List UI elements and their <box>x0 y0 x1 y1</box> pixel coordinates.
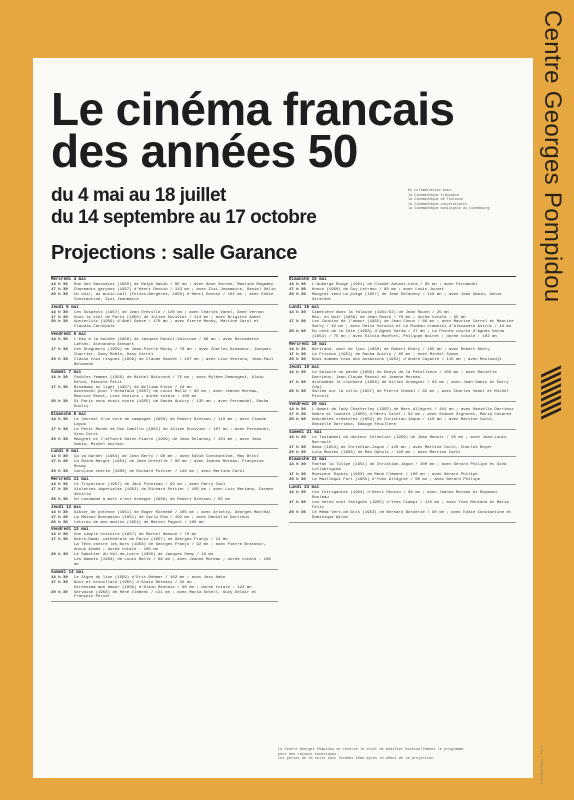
schedule-day <box>51 277 278 305</box>
day-heading: Jeudi 19 mai <box>289 365 320 370</box>
screening-time: 17 h 30 <box>289 445 306 450</box>
dates-line-1: du 4 mai au 18 juillet <box>51 185 226 206</box>
screening-film: Lola Montès (1955) de Max Ophuls / 140 mn ; avec Martine Carol <box>312 450 461 455</box>
screening-film: Du côté de la Côte (1958) d'Agnès Varda / 27 mn ; La Pointe courte d'Agnès Varda (1954) / 75 mn ; avec Silvia Monfort, Philippe Noiret ; durée totale : 102 mn <box>312 330 505 340</box>
screening-film: Les Intrigantes (1954) d'Henri Decoin / 96 mn ; avec Jeanne Moreau et Raymond Rouleau <box>312 491 497 500</box>
collab-line: la Cinémathèque universitaire <box>408 202 468 207</box>
screening-row <box>51 418 278 428</box>
screening-time: 20 h 30 <box>289 510 306 515</box>
screening-row <box>51 488 278 498</box>
screening-time: 20 h 30 <box>51 320 68 325</box>
screening-film: Les Dragueurs (1959) de Jean-Pierre Mocky / 78 mn ; avec Charles Aznavour, Jacques Charrier, Dany Robin, Dany Carrel <box>74 348 271 357</box>
screening-row <box>289 491 516 501</box>
side-brand <box>540 10 566 340</box>
screening-film: Le Sabotier du Val-de-Loire (1955) de Jacques Demy / 18 mn <box>74 553 214 558</box>
projections-heading: Projections : salle Garance <box>51 242 297 264</box>
screening-time: 20 h 30 <box>289 478 306 483</box>
day-heading: Mercredi 18 mai <box>289 343 327 348</box>
screening-time: 20 h 30 <box>51 400 68 405</box>
schedule-day <box>51 412 278 449</box>
screening-film: Le Maillequi Fort (1955) d'Yves Allégret / 90 mn ; avec Gérard Philipe <box>312 478 481 483</box>
day-heading: Lundi 23 mai <box>289 486 320 491</box>
screening-row <box>51 348 278 358</box>
schedule-day <box>289 305 516 342</box>
screening-film: Le Même Vert-de-Gris (1953) de Bernard Borderie / 90 mn ; avec Eddie Constantine et Dominique Wilms <box>312 510 512 520</box>
print-credit: © Cinémathèque · Paris <box>540 744 544 785</box>
pompidou-logo-icon <box>541 370 561 430</box>
screening-row <box>51 498 278 503</box>
screening-film: Monsieur Ripois (1953) de René Clément / 100 mn ; avec Gérard Philipe <box>312 473 478 478</box>
brand-name: Centre Georges Pompidou <box>539 10 566 303</box>
screening-film: Les Amants (1958) de Louis Malle / 88 mn ; avec Jeanne Moreau ; durée totale : 106 mn <box>74 557 271 567</box>
screening-row <box>289 451 516 456</box>
screening-time: 14 h 30 <box>51 455 68 460</box>
screening-time: 14 h 30 <box>289 408 306 413</box>
screening-time: 17 h 30 <box>289 320 306 325</box>
screening-film: Les héros sont fatigués (1955) d'Yves Ciampi / 115 mn ; avec Yves Montand et Maria Felix <box>312 500 509 510</box>
screening-film: Ascenseur pour l'échafaud (1957) de Louis Malle / 90 mn ; avec Jeanne Moreau, Maurice Ronet, Lino Ventura ; durée totale : 100 mn <box>74 390 259 400</box>
screening-time: 17 h 30 <box>289 380 306 385</box>
screening-row <box>289 418 516 428</box>
poster-title <box>51 83 455 177</box>
screening-time: 14 h 30 <box>289 491 306 496</box>
screening-film: Ça va barder (1954) de John Berry / 90 mn ; avec Eddie Constantine, May Britt <box>74 455 259 460</box>
screening-time: 17 h 30 <box>289 413 306 418</box>
schedule-day <box>289 277 516 305</box>
screening-row <box>289 330 516 340</box>
day-heading: Dimanche 22 mai <box>289 458 327 463</box>
schedule-day <box>289 342 516 365</box>
screening-row <box>51 293 278 303</box>
screening-film: Les Suspects (1957) de Jean Dréville / 120 mn ; avec Charles Vanel, Anne Vernon <box>74 310 264 315</box>
screening-time: 20 h 30 <box>289 450 306 455</box>
schedule-day <box>289 402 516 430</box>
schedule-column-right <box>289 276 516 523</box>
schedule-day <box>51 505 278 528</box>
screening-time: 14 h 30 <box>51 418 68 423</box>
schedule-day <box>51 477 278 505</box>
screening-row <box>289 381 516 391</box>
screening-time <box>51 543 74 553</box>
screening-film: Classe tous risques (1959) de Claude Sautet / 107 mn ; avec Lino Ventura, Jean-Paul Belmondo <box>74 357 274 367</box>
screening-time: 20 h 30 <box>51 357 68 362</box>
screening-row <box>289 463 516 473</box>
footer-note <box>278 748 508 762</box>
screening-time: 17 h 30 <box>51 515 68 520</box>
dates-block <box>51 185 316 229</box>
screening-time: 20 h 30 <box>289 330 306 335</box>
screening-time <box>51 558 74 568</box>
screening-time: 14 h 30 <box>51 510 68 515</box>
screening-time: 17 h 30 <box>51 385 68 390</box>
screening-film: Violettes impériales (1952) de Richard Pottier / 105 mn ; avec Luis Mariano, Carmen Sevilla <box>74 488 274 497</box>
screening-film: Les Cousins de l'amour (1955) de Jean Choux / 86 mn ; avec Maurice Carrel et Maurice Sarry / 42 mn ; avec Odile Versois et Le Rideau cramoisi d'Alexandre Astruc / 44 mn <box>312 320 514 330</box>
screening-film: L'Eau à la bouche (1959) de Jacques Doniol-Valcroze / 88 mn ; avec Bernadette Lafont, Alexandra Stewart <box>74 338 259 348</box>
screening-film: Hiroshima mon amour (1959) d'Alain Resnais / 90 mn ; durée totale : 122 mn <box>74 585 252 590</box>
screening-film: Le Signe du lion (1959) d'Eric Rohmer / 102 mn ; avec Jess Hahn <box>74 575 226 580</box>
screening-film: Le Journal d'un curé de campagne (1950) de Robert Bresson / 110 mn ; avec Claude Laydu <box>74 418 267 427</box>
screening-time: 17 h 30 <box>289 500 306 505</box>
screening-time: 14 h 30 <box>289 310 306 315</box>
screening-time: 14 h 30 <box>51 310 68 315</box>
screening-film: La Reine Margot (1954) de Jean Dréville / 90 mn ; avec Jeanne Moreau, Françoise Rosay <box>74 460 264 470</box>
collab-line: la Cinémathèque de Toulouse <box>408 198 463 203</box>
screening-film: Un soir, au music-hall (Folies-Bergères, 1956) d'Henri Decoin / 102 mn ; avec Eddie Constantine, Zizi Jeanmaire <box>74 292 274 302</box>
screening-row <box>289 293 516 303</box>
screening-film: Gervaise (1956) de René Clément / 111 mn ; avec Maria Schell, Suzy Delair et François Périer <box>74 590 257 600</box>
screening-film: Le Salaire du péché (1956) de Denys de la Patellière / 105 mn ; avec Danielle Darrieux, Jean-Claude Pascal et Jeanne Moreau <box>312 370 497 380</box>
footer-line: Les portes de la salle sont fermées 10mn après le début de la projection. <box>278 757 436 762</box>
screening-row <box>51 376 278 386</box>
screening-time: 20 h 30 <box>289 418 306 423</box>
screening-film: Sous le ciel de Paris (1950) de Julien Duvivier / 114 mn ; avec Brigitte Auber <box>74 315 262 320</box>
dates-line-2: du 14 septembre au 17 octobre <box>51 207 317 228</box>
screening-time: 20 h 30 <box>51 553 68 558</box>
screening-film: Lettres de mon moulin (1954) de Marcel Pagnol / 160 mn <box>74 520 204 525</box>
screening-time: 17 h 30 <box>51 287 68 292</box>
screening-row <box>289 501 516 511</box>
screening-row <box>51 320 278 330</box>
schedule-day <box>51 305 278 333</box>
screening-film: Nuit et brouillard (1955) d'Alain Resnais / 32 mn <box>74 580 192 585</box>
schedule-day <box>289 365 516 402</box>
screening-time: 17 h 30 <box>289 473 306 478</box>
screening-time: 20 h 30 <box>51 292 68 297</box>
collaboration-note <box>408 189 489 212</box>
day-heading: Samedi 14 mai <box>51 570 84 575</box>
title-line-2: des années 50 <box>51 125 358 177</box>
screening-time: 17 h 30 <box>289 287 306 292</box>
screening-film: Nous sommes tous des assassins (1952) d'André Cayatte / 115 mn ; avec Mouloudji <box>312 357 502 362</box>
screening-film: Sallée sur la ville (1957) de Pierre Chenal / 82 mn ; avec Charles Vanel et Michel Piccoli <box>312 390 509 400</box>
screening-film: Gibier de potence (1951) de Roger Richebé / 105 mn ; avec Arletty, Georges Marchal <box>74 510 271 515</box>
screening-film: La Maison Bonnadieu (1951) de Carlo Rim / 102 mn ; avec Danielle Darrieux <box>74 515 250 520</box>
title-line-1: Le cinéma francais <box>51 83 455 135</box>
footer-line: pour des raisons techniques. <box>278 752 339 757</box>
screening-time: 14 h 30 <box>289 283 306 287</box>
screening-film: Moi, un Noir (1958) de Jean Rouch / 70 mn ; durée totale : 95 mn <box>312 315 466 320</box>
screening-film: Maigret tend un piège (1957) de Jean Delannoy / 116 mn ; avec Jean Gabin, Annie Girardot <box>312 292 502 302</box>
screening-row <box>51 470 278 475</box>
screening-time: 20 h 30 <box>51 437 68 442</box>
screening-film: Broadway by light (1957) de William Klein / 10 mn <box>74 385 192 390</box>
screening-film: Nana (1954) de Christian-Jaque / 120 mn ; avec Martine Carol, Charles Boyer <box>312 445 493 450</box>
screening-time: 17 h 30 <box>289 352 306 357</box>
screening-time: 17 h 30 <box>51 315 68 320</box>
screening-film: Un condamné à mort s'est échappé (1956) de Robert Bresson / 95 mn <box>74 497 231 502</box>
screening-film: Austerlitz (1959) d'Abel Gance / 170 mn ; avec Pierre Mondy, Martine Carol et Claudia Cardinale <box>74 320 259 330</box>
screening-film: Faibles femmes (1959) de Michel Boisrond / 75 mn ; avec Mylène Demongeot, Alain Delon, Pascale Petit <box>74 375 264 385</box>
day-heading: Lundi 16 mai <box>289 305 320 310</box>
screening-row <box>289 436 516 446</box>
day-heading: Vendredi 6 mai <box>51 333 87 338</box>
screening-film: Caroline chérie (1950) de Richard Pottier / 140 mn ; avec Martine Carol <box>74 470 245 475</box>
screening-time: 17 h 30 <box>51 488 68 492</box>
screening-time: 14 h 30 <box>51 483 68 488</box>
screening-film: Charmants garçons (1957) d'Henri Decoin / 113 mn ; avec Zizi Jeanmaire, Daniel Gélin <box>74 287 276 292</box>
screening-film: Knock (1950) de Guy Lefranc / 85 mn ; avec Louis Jouvet <box>312 287 445 292</box>
screening-row <box>51 428 278 438</box>
screening-time: 20 h 30 <box>51 497 68 502</box>
collab-line: En collaboration avec: <box>408 189 453 193</box>
screening-row <box>289 478 516 483</box>
screening-row <box>51 460 278 470</box>
screening-film: Bertrand, cœur de lion (1950) de Robert Dhéry / 105 mn ; avec Robert Dhéry <box>312 348 490 353</box>
day-heading: Samedi 21 mai <box>289 430 322 435</box>
screening-film: La Tête contre les murs (1958) de Georges Franju / 92 mn ; avec Pierre Brasseur, Anouk Aimée ; durée totale : 105 mn <box>74 543 267 553</box>
day-heading: Mercredi 11 mai <box>51 478 89 483</box>
screening-time: 14 h 30 <box>289 463 306 468</box>
screening-film: L'Amant de lady Chatterley (1955) de Marc Allégret / 101 mn ; avec Danielle Darrieux <box>312 408 514 413</box>
screening-row <box>51 521 278 526</box>
screening-time: 14 h 30 <box>51 575 68 580</box>
screening-row <box>51 338 278 348</box>
screening-film: Le Triporteur (1957) de Jack Pinoteau / 92 mn ; avec Darry Cowl <box>74 483 226 488</box>
screening-time: 17 h 30 <box>51 348 68 353</box>
screening-row <box>51 543 278 553</box>
screening-time: 14 h 30 <box>51 283 68 287</box>
screening-time: 20 h 30 <box>289 390 306 395</box>
screening-film: Le Petit Monde de Don Camillo (1951) de Julien Duvivier / 107 mn ; avec Fernandel, Gino Cervi <box>74 427 271 437</box>
screening-row <box>289 390 516 400</box>
poster-sheet <box>33 58 544 785</box>
screening-row <box>289 511 516 521</box>
schedule-day <box>51 527 278 569</box>
screening-time: 20 h 30 <box>51 520 68 525</box>
screening-row <box>51 558 278 568</box>
schedule-day <box>51 332 278 369</box>
screening-film: L'Auberge Rouge (1951) de Claude Autant-Lara / 95 mn ; avec Fernandel <box>312 283 478 287</box>
schedule-day <box>289 485 516 522</box>
screening-film: Ombre et lumière (1950) d'Henri Calef / 92 mn ; avec Simone Signoret, Maria Casarès <box>312 413 512 418</box>
schedule-column-left <box>51 276 278 602</box>
footer-line: Le Centre Georges Pompidou se réserve le droit de modifier éventuellement le programme <box>278 748 464 752</box>
screening-time: 20 h 30 <box>51 590 68 595</box>
day-heading: Jeudi 12 mai <box>51 505 82 510</box>
schedule-day <box>289 430 516 458</box>
screening-time: 20 h 30 <box>289 357 306 362</box>
screening-film: Archimède le clochard (1958) de Gilles Grangier / 83 mn ; avec Jean Gabin et Darry Cowl <box>312 380 509 390</box>
day-heading: Dimanche 15 mai <box>289 278 327 282</box>
screening-time <box>51 390 74 400</box>
screening-row <box>51 438 278 448</box>
schedule-day <box>51 370 278 412</box>
screening-film: Cimetière dans la falaise (1951/52) de Jean Rouch / 25 mn <box>312 310 449 315</box>
screening-time: 14 h 30 <box>51 338 68 343</box>
collab-line: la Cinémathèque municipale du Luxembourg <box>408 207 490 212</box>
collab-line: la Cinémathèque française <box>408 193 459 198</box>
schedule-day <box>51 449 278 477</box>
screening-row <box>51 358 278 368</box>
day-heading: Samedi 7 mai <box>51 370 82 375</box>
screening-film: Une simple histoire (1957) de Marcel Hanoun / 70 mn <box>74 533 197 538</box>
screening-film: Si Paris nous était conté (1955) de Sacha Guitry / 135 mn ; avec Fernandel, Sacha Guitry <box>74 400 269 410</box>
day-heading: Dimanche 8 mai <box>51 413 87 418</box>
screening-row <box>51 591 278 601</box>
screening-film: Adorables créatures (1952) de Christian-Jaque / 110 mn ; avec Martine Carol, Danielle Darrieux, Edwige Feuillère <box>312 418 495 427</box>
screening-time: 17 h 30 <box>51 427 68 432</box>
screening-time: 14 h 30 <box>51 533 68 538</box>
screening-row <box>51 390 278 400</box>
screening-film: Maigret et l'affaire Saint-Fiacre (1959) de Jean Delannoy / 101 mn ; avec Jean Gabin, Michel Auclair <box>74 437 262 447</box>
screening-row <box>289 371 516 381</box>
day-heading: Vendredi 20 mai <box>289 403 327 408</box>
screening-time: 14 h 30 <box>289 435 306 440</box>
day-heading: Vendredi 13 mai <box>51 528 89 533</box>
screening-row <box>289 320 516 330</box>
screening-time: 20 h 30 <box>289 292 306 297</box>
screening-film: Fanfan la Tulipe (1951) de Christian-Jaque / 100 mn ; avec Gérard Philipe et Gina Lollobrigida <box>312 463 507 473</box>
screening-film: Rue des Saussaies (1950) de Ralph Habib / 85 mn ; avec Anne Vernon, Maurice Regamey <box>74 283 274 287</box>
screening-time: 14 h 30 <box>289 370 306 375</box>
screening-film: Le Testament du docteur Cordelier (1959) de Jean Renoir / 95 mn ; avec Jean-Louis Barrault <box>312 435 507 445</box>
screening-time: 14 h 30 <box>51 375 68 380</box>
screening-time: 17 h 30 <box>51 580 68 585</box>
screening-row <box>51 400 278 410</box>
screening-time: 17 h 30 <box>51 460 68 465</box>
screening-time: 14 h 30 <box>289 348 306 353</box>
screening-time: 17 h 30 <box>51 538 68 543</box>
screening-film: Le Frisson (1951) de Sacha Guitry / 85 mn ; avec Michel Simon <box>312 352 459 357</box>
day-heading: Lundi 9 mai <box>51 450 79 455</box>
screening-row <box>289 358 516 363</box>
schedule-day <box>289 457 516 485</box>
day-heading: Mercredi 4 mai <box>51 278 87 282</box>
screening-film: Notre-Dame, cathédrale de Paris (1957) de Georges Franju / 13 mn <box>74 538 228 543</box>
screening-time: 20 h 30 <box>51 470 68 475</box>
day-heading: Jeudi 5 mai <box>51 305 79 310</box>
schedule-day <box>51 570 278 603</box>
